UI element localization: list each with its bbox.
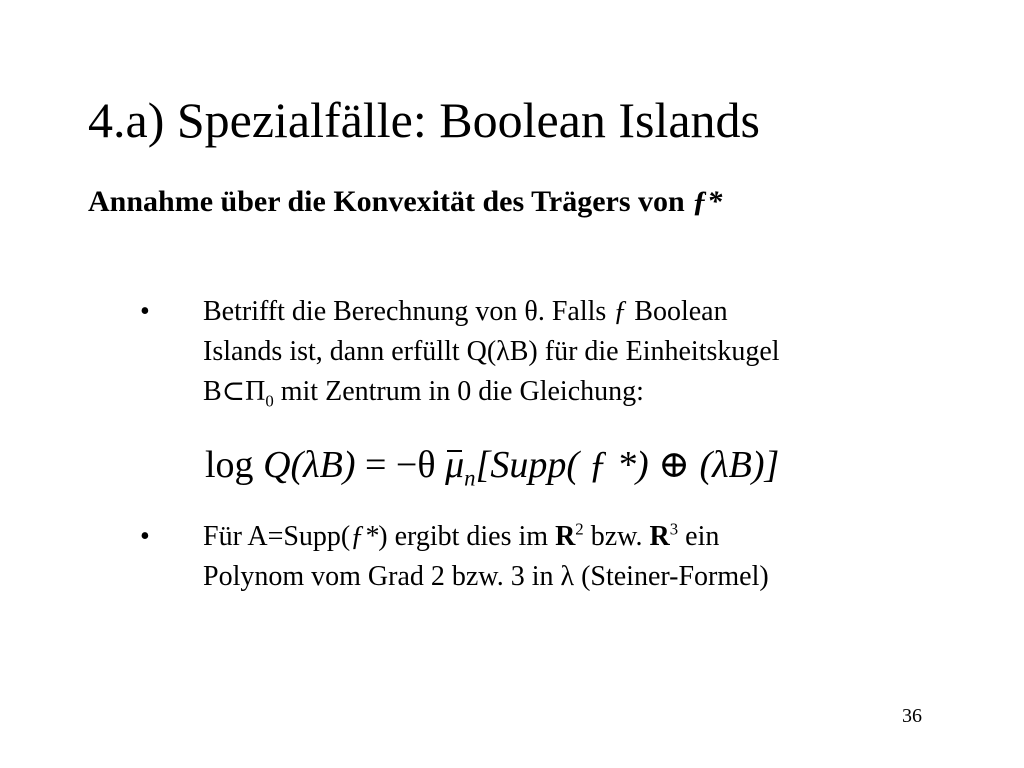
bullet-1 [203, 292, 943, 412]
real-numbers-symbol: R [649, 521, 670, 552]
text-segment: ein [678, 521, 720, 552]
text-segment: Betrifft die Berechnung von [203, 296, 525, 327]
subtitle-symbol: ƒ* [692, 185, 723, 218]
subtitle-text: Annahme über die Konvexität des Trägers von [88, 185, 693, 218]
text-segment: mit Zentrum in 0 die Gleichung: [273, 376, 644, 407]
text-segment: bzw. [583, 521, 650, 552]
formula-rhs: [Supp( ƒ *) ⊕ (λB)] [475, 444, 780, 486]
text-segment: B⊂Π [203, 376, 266, 407]
bullet-1-line-2: Islands ist, dann erfüllt Q(λB) für die Einheitskugel [203, 336, 780, 367]
superscript: 3 [669, 519, 679, 539]
bullet-2-line-1 [203, 517, 943, 557]
formula-log: log [205, 444, 264, 486]
page-number: 36 [902, 705, 922, 727]
theta-symbol: θ [524, 296, 538, 327]
text-segment: . Falls [537, 296, 614, 327]
bullet-marker-2: • [140, 521, 150, 552]
bullet-1-line-3 [203, 372, 943, 412]
text-segment: Für A=Supp( [203, 521, 351, 552]
bullet-2-line-2: Polynom vom Grad 2 bzw. 3 in λ (Steiner-Formel) [203, 561, 769, 592]
real-numbers-symbol: R [555, 521, 576, 552]
subscript: 0 [265, 391, 274, 411]
superscript: 2 [575, 519, 584, 539]
f-symbol: ƒ* [350, 521, 379, 552]
formula-mu-subscript: n [464, 465, 476, 491]
formula-equals: = −θ [355, 444, 446, 486]
formula [205, 440, 779, 490]
bullet-marker-1: • [140, 296, 150, 327]
formula-mu: μ [445, 440, 464, 490]
bullet-2 [203, 517, 943, 597]
formula-q: Q [263, 444, 291, 486]
slide-subtitle [88, 182, 722, 222]
formula-arg: (λB) [290, 444, 356, 486]
text-segment: ) ergibt dies im [378, 521, 556, 552]
text-segment: Boolean [627, 296, 728, 327]
slide-title: 4.a) Spezialfälle: Boolean Islands [88, 92, 760, 148]
bullet-1-line-1 [203, 292, 943, 332]
f-symbol: ƒ [613, 296, 628, 327]
